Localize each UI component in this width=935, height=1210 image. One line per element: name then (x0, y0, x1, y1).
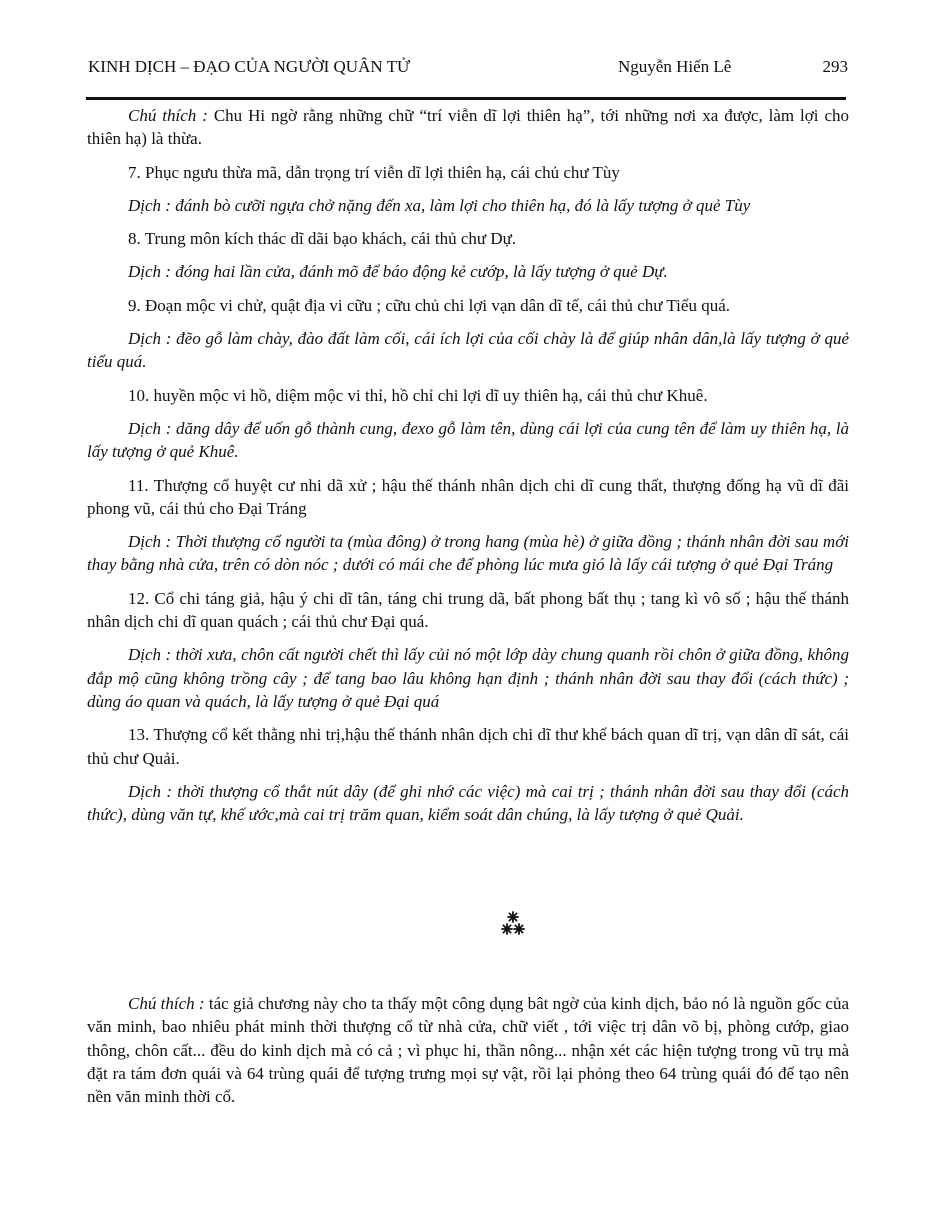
translation-12: Dịch : thời xưa, chôn cất người chết thì lấy củi nó một lớp dày chung quanh rồi chôn ở giữa đồng, không đắp mộ cũng không trồng cây ; để tang bao lâu không hạn định ; thánh nhân đời sau thay đổi (cách thức) ; dùng áo quan và quách, là lấy tượng ở quẻ Đại quá (87, 645, 849, 711)
note-label: Chú thích : (128, 106, 208, 125)
translation-13: Dịch : thời thượng cổ thắt nút dây (để ghi nhớ các việc) mà cai trị ; thánh nhân đời sau thay đổi (cách thức), dùng văn tự, khế ước,mà cai trị trăm quan, kiểm soát dân chúng, là lấy tượng ở quẻ Quải. (87, 781, 849, 825)
header-rule (86, 97, 846, 100)
closing-note-text: tác giả chương này cho ta thấy một công dụng bât ngờ của kinh dịch, bảo nó là nguồn gốc của văn minh, bao nhiêu phát minh thời thượng cổ từ nhà cửa, chữ viết , tới việc trị dân võ bị, phòng cướp, giao thông, chôn cất... đều do kinh dịch mà có cả ; vì phục hi, thần nông... nhận xét các hiện tượng trong vũ trụ mà đặt ra tám đơn quái và 64 trùng quái để tượng trưng mọi sự vật, rồi lại phỏng theo 64 trùng quái đó để tạo nên nền văn minh thời cổ. (87, 994, 849, 1107)
verse-12: 12. Cổ chi táng giả, hậu ý chi dĩ tân, táng chi trung dã, bất phong bất thụ ; tang kì vô số ; hậu thế thánh nhân dịch chi dĩ quan quách ; cái thủ chư Đại quá. (87, 588, 849, 632)
book-title: KINH DỊCH – ĐẠO CỦA NGƯỜI QUÂN TỬ (88, 57, 411, 76)
translation-7: Dịch : đánh bò cưỡi ngựa chở nặng đến xa, làm lợi cho thiên hạ, đó là lấy tượng ở quẻ Tùy (128, 195, 751, 215)
note-paragraph (87, 104, 849, 151)
page-number: 293 (822, 57, 848, 76)
translation-11: Dịch : Thời thượng cổ người ta (mùa đông) ở trong hang (mùa hè) ở giữa đồng ; thánh nhân đời sau mới thay bằng nhà cửa, trên có dòn nóc ; dưới có mái che để phòng lúc mưa gió là lấy cái tượng ở quẻ Đại Tráng (87, 532, 849, 575)
author-name: Nguyễn Hiến Lê (618, 57, 732, 76)
verse-8: 8. Trung môn kích thác dĩ dãi bạo khách, cái thủ chư Dự. (128, 229, 517, 249)
page-body (87, 104, 849, 836)
translation-10: Dịch : dăng dây để uốn gỗ thành cung, đexo gỗ làm tên, dùng cái lợi của cung tên để làm uy thiên hạ, là lấy tượng ở quẻ Khuê. (87, 418, 849, 462)
translation-8: Dịch : đóng hai lần cửa, đánh mõ để báo động kẻ cướp, là lấy tượng ở quẻ Dự. (128, 262, 668, 282)
verse-7: 7. Phục ngưu thừa mã, dẫn trọng trí viễn dĩ lợi thiên hạ, cái chủ chư Tùy (128, 162, 620, 182)
closing-note-label: Chú thích : (128, 994, 205, 1013)
verse-11: 11. Thượng cổ huyệt cư nhi dã xử ; hậu thế thánh nhân dịch chi dĩ cung thất, thượng đống hạ vũ dĩ đãi phong vũ, cái thủ cho Đại Tráng (87, 475, 849, 518)
closing-note (87, 992, 849, 1118)
page-header (88, 57, 848, 81)
verse-13: 13. Thượng cổ kết thằng nhi trị,hậu thế thánh nhân dịch chi dĩ thư khế bách quan dĩ trị, vạn dân dĩ sát, cái thủ chư Quải. (87, 725, 849, 768)
closing-note-paragraph (87, 992, 849, 1108)
asterism-icon (499, 910, 527, 938)
verse-9: 9. Đoạn mộc vi chử, quật địa vi cữu ; cữu chủ chi lợi vạn dân dĩ tế, cái thủ chư Tiểu quá. (128, 295, 730, 315)
translation-9: Dịch : đẽo gỗ làm chày, đào đất làm cối, cái ích lợi của cối chày là để giúp nhân dân,là lấy tượng ở quẻ tiểu quá. (87, 329, 849, 372)
note-text: Chu Hi ngờ rằng những chữ “trí viễn dĩ lợi thiên hạ”, tới những nơi xa được, làm lợi cho thiên hạ) là thừa. (87, 106, 849, 149)
verse-10: 10. huyền mộc vi hồ, diệm mộc vi thỉ, hồ chỉ chi lợi dĩ uy thiên hạ, cái thủ chư Khuê. (128, 385, 708, 405)
